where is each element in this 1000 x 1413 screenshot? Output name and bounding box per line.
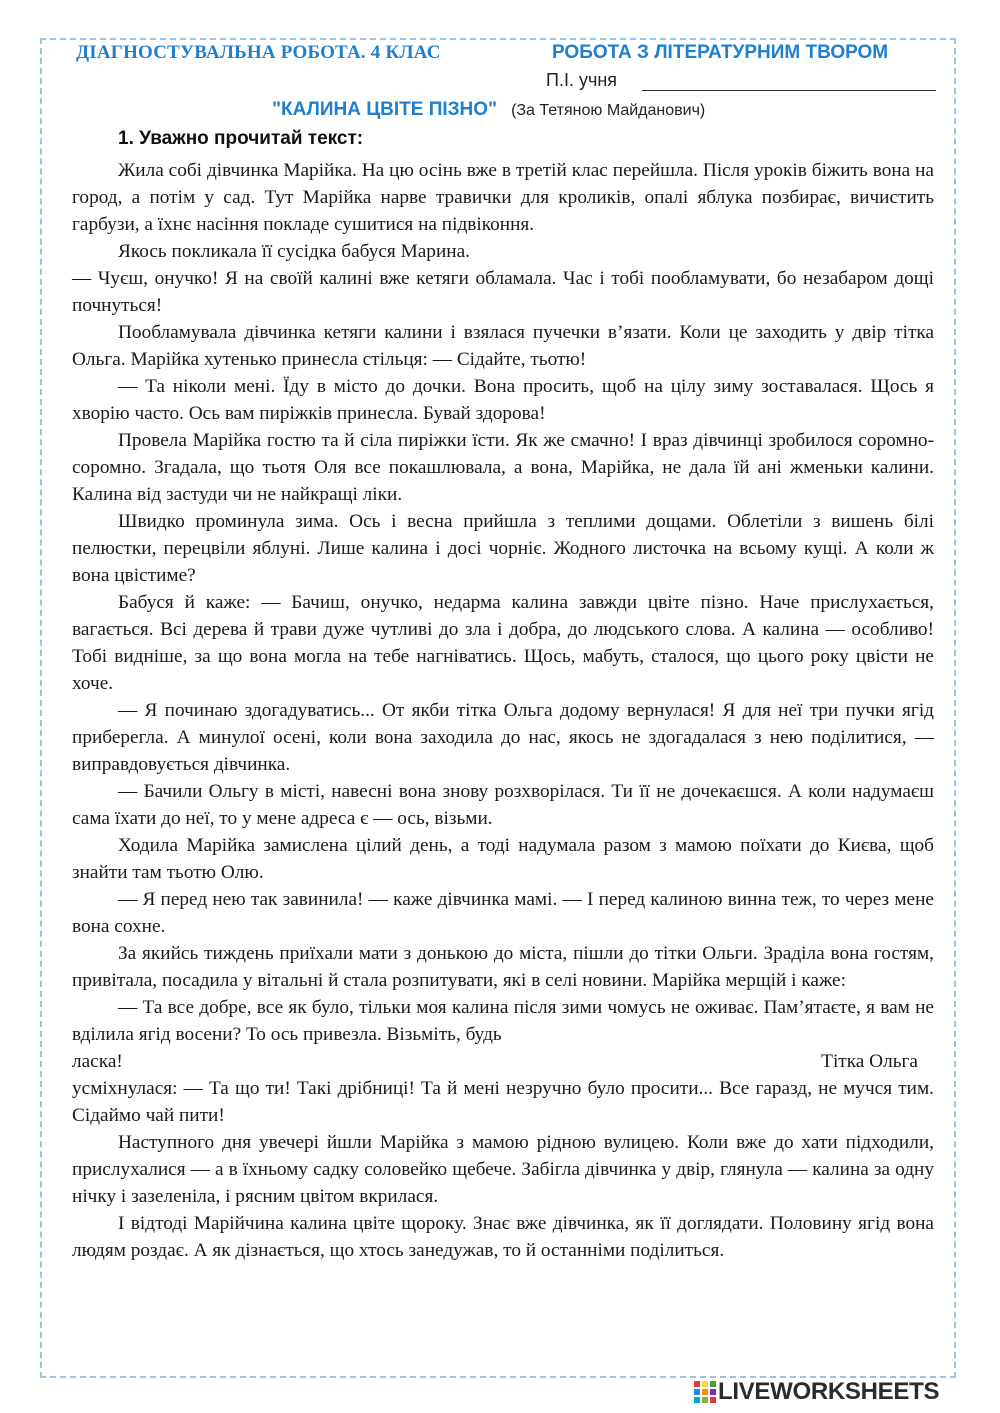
paragraph: — Я починаю здогадуватись... От якби тітка Ольга додому вернулася! Я для неї три пучки ягід приберегла. А минулої осені, коли вона заходила до нас, якось не здогадалася з нею поділитися, — виправдовується дівчинка.: [72, 700, 934, 775]
paragraph: Пообламувала дівчинка кетяги калини і взялася пучечки в’язати. Коли це заходить у двір тітка Ольга. Марійка хутенько принесла стільця: — Сідайте, тьотю!: [72, 322, 934, 370]
story-title-line: [272, 99, 705, 127]
story-author: (За Тетяною Майданович): [511, 102, 706, 119]
paragraph: Жила собі дівчинка Марійка. На цю осінь вже в третій клас перейшла. Після уроків біжить вона на город, а потім у сад. Тут Марійка нарве травички для кроликів, опалі яблука позбирає, вичистить гарбузи, а їхнє насіння покладе сушитися на підвіконня.: [72, 160, 934, 235]
liveworksheets-logo-icon: [694, 1381, 716, 1403]
header: [50, 40, 950, 72]
paragraph: Наступного дня увечері йшли Марійка з мамою рідною вулицею. Коли вже до хати підходили, прислухалися — а в їхньому садку соловейко щебече. Забігла дівчинка у двір, глянула — калина за одну нічку і зазеленіла, і рясним цвітом вкрилася.: [72, 1132, 934, 1207]
header-left-title: ДІАГНОСТУВАЛЬНА РОБОТА. 4 КЛАС: [76, 42, 441, 63]
paragraph: Ходила Марійка замислена цілий день, а тоді надумала разом з мамою поїхати до Києва, щоб знайти там тьотю Олю.: [72, 835, 934, 883]
pupil-name-underline[interactable]: [642, 90, 936, 91]
pupil-name-label: П.І. учня: [546, 70, 618, 90]
header-right-title: РОБОТА З ЛІТЕРАТУРНИМ ТВОРОМ: [552, 42, 889, 63]
paragraph: За якийсь тиждень приїхали мати з донькою до міста, пішли до тітки Ольги. Зраділа вона гостям, привітала, посадила у вітальні й стала розпитувати, які в селі новини. Марійка мерщій і каже:: [72, 943, 934, 991]
paragraph: усміхнулася: — Та що ти! Такі дрібниці! Та й мені незручно було просити... Все гаразд, не мучся тим. Сідаймо чай пити!: [72, 1078, 934, 1126]
paragraph: Швидко проминула зима. Ось і весна прийшла з теплими дощами. Облетіли з вишень білі пелюстки, перецвіли яблуні. Лише калина і досі чорніє. Жодного листочка на всьому кущі. А коли ж вона цвістиме?: [72, 511, 934, 586]
paragraph: — Бачили Ольгу в місті, навесні вона знову розхворілася. Ти її не дочекаєшся. А коли надумаєш сама їхати до неї, то у мене адреса є — ось, візьми.: [72, 781, 934, 829]
pupil-name-field[interactable]: [546, 70, 938, 96]
task-heading: 1. Уважно прочитай текст:: [118, 128, 364, 149]
paragraph: Якось покликала її сусідка бабуся Марина.: [118, 241, 470, 262]
paragraph: — Та все добре, все як було, тільки моя калина після зими чомусь не оживає. Пам’ятаєте, я вам не вділила ягід восени? То ось привезла. Візьміть, будь: [72, 997, 934, 1045]
paragraph: ласка!: [72, 1051, 123, 1072]
paragraph: — Та ніколи мені. Їду в місто до дочки. Вона просить, щоб на цілу зиму зоставалася. Щось я хворію часто. Ось вам пиріжків принесла. Бувай здорова!: [72, 376, 934, 424]
paragraph: — Чуєш, онучко! Я на своїй калині вже кетяги обламала. Час і тобі пообламувати, бо незабаром дощі почнуться!: [72, 268, 934, 316]
story-text: [72, 157, 934, 1264]
paragraph: Бабуся й каже: — Бачиш, онучко, недарма калина завжди цвіте пізно. Наче прислухається, вагається. Всі дерева й трави дуже чутливі до зла і добра, до людського слова. А калина — особливо! Тобі видніше, за що вона могла на тебе нагніватись. Щось, мабуть, сталося, що цього року цвісти не хоче.: [72, 592, 934, 694]
paragraph: Тітка Ольга: [821, 1051, 918, 1072]
paragraph: Провела Марійка гостю та й сіла пиріжки їсти. Як же смачно! І враз дівчинці зробилося соромно-соромно. Згадала, що тьотя Оля все покашлювала, а вона, Марійка, не дала їй ані жменьки калини. Калина від застуди чи не найкращі ліки.: [72, 430, 934, 505]
paragraph: І відтоді Марійчина калина цвіте щороку. Знає вже дівчинка, як її доглядати. Половину ягід вона людям роздає. А як дізнається, що хтось занедужав, то й останніми поділиться.: [72, 1213, 934, 1261]
paragraph: — Я перед нею так завинила! — каже дівчинка мамі. — І перед калиною винна теж, то через мене вона сохне.: [72, 889, 934, 937]
liveworksheets-logo-text: LIVEWORKSHEETS: [718, 1378, 940, 1405]
liveworksheets-logo: [694, 1378, 994, 1408]
story-title: "КАЛИНА ЦВІТЕ ПІЗНО": [272, 99, 498, 120]
